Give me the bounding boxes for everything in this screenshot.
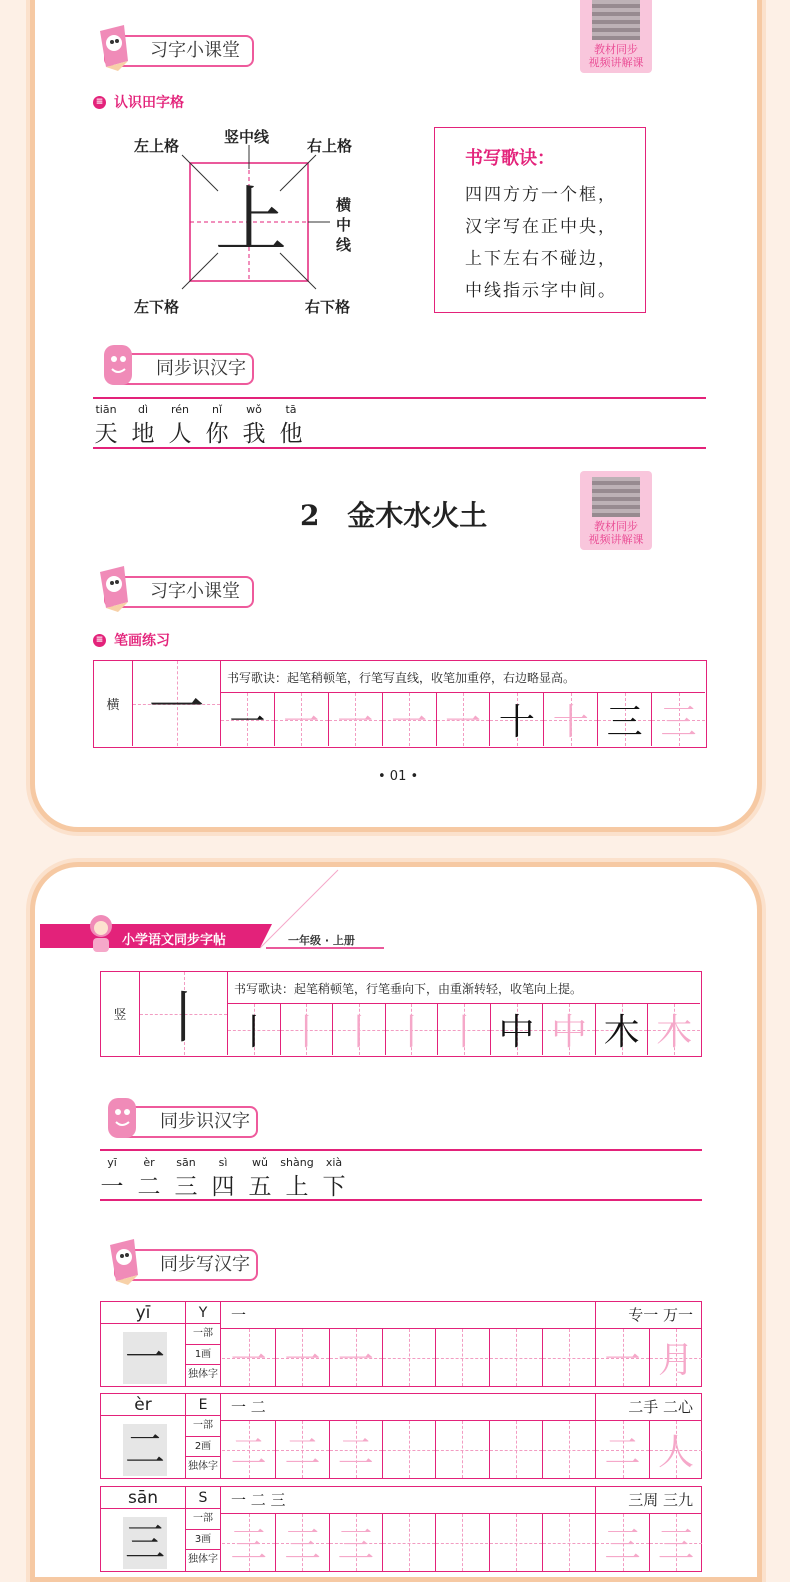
writing-song-box [434,127,646,313]
pinyin-label: rén [170,403,190,416]
hanzi-char: 天 [94,421,118,447]
pinyin-label: tiān [95,403,117,416]
write-cell[interactable] [542,1329,595,1386]
write-row-pinyin: yī [101,1302,185,1324]
practice-cell[interactable] [490,1004,543,1055]
practice-cell[interactable] [385,1004,438,1055]
word-cell[interactable] [596,1514,649,1571]
write-cell[interactable] [542,1421,595,1478]
stroke-count: 2画 [186,1437,220,1458]
example-words: 三周 三九 [628,1491,693,1509]
pill-recognize [114,1106,258,1138]
radical: 一部 [186,1324,220,1345]
word-cell[interactable] [649,1329,702,1386]
trace-glyph: 二 [230,1432,267,1473]
structure: 独体字 [188,1461,218,1473]
practice-cell[interactable] [542,1004,595,1055]
word-glyph: 月 [657,1340,694,1381]
write-cell[interactable] [222,1421,275,1478]
practice-glyph: 丨 [288,1012,325,1053]
banner-title: 小学语文同步字帖 [122,933,227,948]
rule-top [93,397,706,399]
pill-label: 同步识汉字 [160,1111,250,1132]
banner-grade: 一年级 · 上册 [288,934,355,947]
section-title-grid [93,92,184,112]
index-letter: E [186,1394,220,1416]
practice-cell[interactable] [543,693,597,746]
word-glyph: 三 [657,1525,694,1566]
stroke-demo-char [132,661,220,746]
trace-glyph: 一 [337,1340,374,1381]
practice-glyph: 一 [444,702,481,743]
practice-glyph: 丨 [393,1012,430,1053]
hanzi-char: 四 [211,1174,235,1200]
write-cell[interactable] [489,1421,542,1478]
stroke-name: 横 [106,698,120,713]
write-row-pinyin: sān [101,1487,185,1509]
char-info [185,1394,221,1478]
example-words: 专一 万一 [628,1306,693,1324]
practice-cell[interactable] [436,693,490,746]
hanzi-char: 二 [137,1174,161,1200]
char-info [185,1487,221,1571]
pill-write [114,1249,258,1281]
practice-glyph: 丨 [235,1012,272,1053]
practice-cell[interactable] [489,693,543,746]
example-words: 二手 二心 [628,1398,693,1416]
stroke-order: 一 二 [231,1398,266,1416]
trace-glyph: 一 [284,1340,321,1381]
section-title-text: 笔画练习 [114,633,170,649]
rule-top [100,1149,702,1151]
write-cell[interactable] [435,1421,488,1478]
trace-glyph: 三 [284,1525,321,1566]
grid-dash-v [516,1329,517,1386]
practice-cell[interactable] [328,693,382,746]
label-bottom-left: 左下格 [134,298,180,316]
song-line: 上下左右不碰边， [465,249,617,269]
pinyin-label: nǐ [211,403,223,416]
video-qr-badge[interactable] [580,471,652,550]
stroke-tip: 书写歌诀：起笔稍顿笔，行笔写直线，收笔加重停，右边略显高。 [220,661,705,693]
grid-demo-character: 上 [215,178,288,262]
grid-dash-v [569,1329,570,1386]
trace-glyph: 二 [337,1432,374,1473]
practice-cell[interactable] [274,693,328,746]
pencil-mascot-icon [102,1235,142,1285]
practice-cell[interactable] [382,693,436,746]
pinyin-label: tā [285,403,297,416]
practice-cell[interactable] [437,1004,490,1055]
write-cell[interactable] [489,1514,542,1571]
grid-dash-v [569,1514,570,1571]
radical: 一部 [186,1416,220,1437]
grid-dash-v [516,1514,517,1571]
write-cell[interactable] [382,1514,435,1571]
word-glyph: 三 [604,1525,641,1566]
practice-cell[interactable] [595,1004,648,1055]
practice-glyph: 一 [391,702,428,743]
hanzi-char: 人 [168,421,192,447]
song-title: 书写歌诀： [465,148,555,169]
write-cell[interactable] [382,1329,435,1386]
stroke-practice-heng [93,660,707,748]
stroke-order: 一 二 三 [231,1491,286,1509]
label-mid-right: 横中线 [336,196,352,254]
qr-code-icon[interactable] [592,0,640,40]
write-cell[interactable] [489,1329,542,1386]
write-cell[interactable] [275,1514,328,1571]
pinyin-label: sān [176,1156,196,1169]
write-cell[interactable] [435,1329,488,1386]
qr-label-line2: 视频讲解课 [588,533,644,546]
song-line: 汉字写在正中央， [465,217,617,237]
stroke-count: 3画 [186,1530,220,1551]
pill-label: 习字小课堂 [150,581,240,602]
structure: 独体字 [188,1369,218,1381]
hanzi-char: 你 [205,421,229,447]
backpack-mascot-icon [98,339,138,389]
write-cell[interactable] [329,1329,382,1386]
hanzi-char: 上 [285,1174,309,1200]
label-top-left: 左上格 [134,137,180,155]
practice-cell[interactable] [332,1004,385,1055]
stroke-order: 一 [231,1306,247,1324]
pill-label: 习字小课堂 [150,40,240,61]
pill-label: 同步写汉字 [160,1254,250,1275]
practice-glyph: 一 [337,702,374,743]
word-cell[interactable] [649,1514,702,1571]
label-top-right: 右上格 [307,137,353,155]
write-cell[interactable] [435,1514,488,1571]
practice-glyph: 中 [551,1012,588,1053]
write-row [100,1393,702,1479]
structure: 独体字 [188,1554,218,1566]
pinyin-label: wǒ [246,403,262,416]
grid-dash-v [409,1329,410,1386]
hanzi-char: 下 [322,1174,346,1200]
write-cell[interactable] [275,1329,328,1386]
stroke-name: 竖 [113,1008,127,1023]
song-line: 四四方方一个框， [465,185,617,205]
word-cell[interactable] [596,1329,649,1386]
pill-classroom [104,35,254,67]
practice-glyph: 木 [603,1012,640,1053]
write-cell[interactable] [542,1514,595,1571]
word-cell[interactable] [649,1421,702,1478]
write-row-char: 二 [123,1424,167,1476]
lesson-heading [300,494,487,534]
write-row [100,1486,702,1572]
write-cell[interactable] [222,1514,275,1571]
hanzi-char: 地 [131,421,155,447]
hanzi-char: 他 [279,421,303,447]
pinyin-label: yī [107,1156,117,1169]
qr-label-line2: 视频讲解课 [588,56,644,69]
practice-glyph: 一 [229,702,266,743]
practice-glyph: 三 [606,702,643,743]
pinyin-label: èr [143,1156,155,1169]
menu-dot-icon: ≡ [93,634,106,647]
hanzi-char: 我 [242,421,266,447]
girl-mascot-icon [84,912,118,952]
hanzi-char: 三 [174,1174,198,1200]
qr-code-icon[interactable] [592,477,640,517]
qr-label-line1: 教材同步 [594,520,638,533]
practice-cell[interactable] [220,693,274,746]
practice-glyph: 一 [283,702,320,743]
practice-glyph: 十 [552,702,589,743]
word-glyph: 二 [604,1432,641,1473]
practice-glyph: 木 [656,1012,693,1053]
write-cell[interactable] [382,1421,435,1478]
grid-dash-v [409,1514,410,1571]
write-cell[interactable] [329,1421,382,1478]
pinyin-label: sì [218,1156,228,1169]
write-cell[interactable] [275,1421,328,1478]
pinyin-label: shàng [280,1156,314,1169]
write-row-char: 一 [123,1332,167,1384]
lesson-title: 金木水火土 [347,499,488,532]
pencil-mascot-icon [92,21,132,71]
pill-recognize [110,353,254,385]
trace-glyph: 三 [337,1525,374,1566]
grid-dash-v [409,1421,410,1478]
practice-glyph: 十 [498,702,535,743]
pill-classroom [104,576,254,608]
stroke-tip: 书写歌诀：起笔稍顿笔，行笔垂向下，由重渐转轻，收笔向上提。 [227,972,700,1004]
write-row-pinyin: èr [101,1394,185,1416]
write-cell[interactable] [222,1329,275,1386]
grid-dash-v [462,1329,463,1386]
word-glyph: 一 [604,1340,641,1381]
practice-glyph: 三 [660,702,697,743]
menu-dot-icon: ≡ [93,96,106,109]
stroke-demo-glyph: 丨 [155,985,212,1051]
practice-cell[interactable] [597,693,651,746]
practice-glyph: 丨 [340,1012,377,1053]
grid-dash-v [462,1514,463,1571]
practice-glyph: 中 [498,1012,535,1053]
index-letter: Y [186,1302,220,1324]
word-cell[interactable] [596,1421,649,1478]
grid-dash-v [569,1421,570,1478]
label-top-mid: 竖中线 [224,128,270,146]
stroke-demo-char [139,972,227,1055]
pill-label: 同步识汉字 [156,358,246,379]
trace-glyph: 一 [230,1340,267,1381]
practice-cell[interactable] [227,1004,280,1055]
index-letter: S [186,1487,220,1509]
song-line: 中线指示字中间。 [465,281,617,301]
stroke-count: 1画 [186,1345,220,1366]
write-row [100,1301,702,1387]
practice-cell[interactable] [647,1004,700,1055]
write-row-char: 三 [123,1517,167,1569]
label-bottom-right: 右下格 [305,298,351,316]
section-title-stroke [93,630,170,650]
video-qr-badge[interactable] [580,0,652,73]
backpack-mascot-icon [102,1092,142,1142]
grid-dash-v [516,1421,517,1478]
qr-label-line1: 教材同步 [594,43,638,56]
trace-glyph: 二 [284,1432,321,1473]
hanzi-char: 五 [248,1174,272,1200]
char-info [185,1302,221,1386]
stroke-demo-glyph: 一 [148,675,205,741]
pinyin-label: xià [325,1156,343,1169]
page-number: • 01 • [378,769,419,784]
lesson-number: 2 [300,499,320,532]
trace-glyph: 三 [230,1525,267,1566]
practice-cell[interactable] [651,693,705,746]
stroke-practice-shu [100,971,702,1057]
radical: 一部 [186,1509,220,1530]
practice-glyph: 丨 [445,1012,482,1053]
section-title-text: 认识田字格 [114,95,184,111]
write-cell[interactable] [329,1514,382,1571]
hanzi-char: 一 [100,1174,124,1200]
grid-dash-v [462,1421,463,1478]
pinyin-label: dì [137,403,149,416]
pinyin-label: wǔ [252,1156,268,1169]
pencil-mascot-icon [92,562,132,612]
word-glyph: 人 [657,1432,694,1473]
practice-cell[interactable] [280,1004,333,1055]
